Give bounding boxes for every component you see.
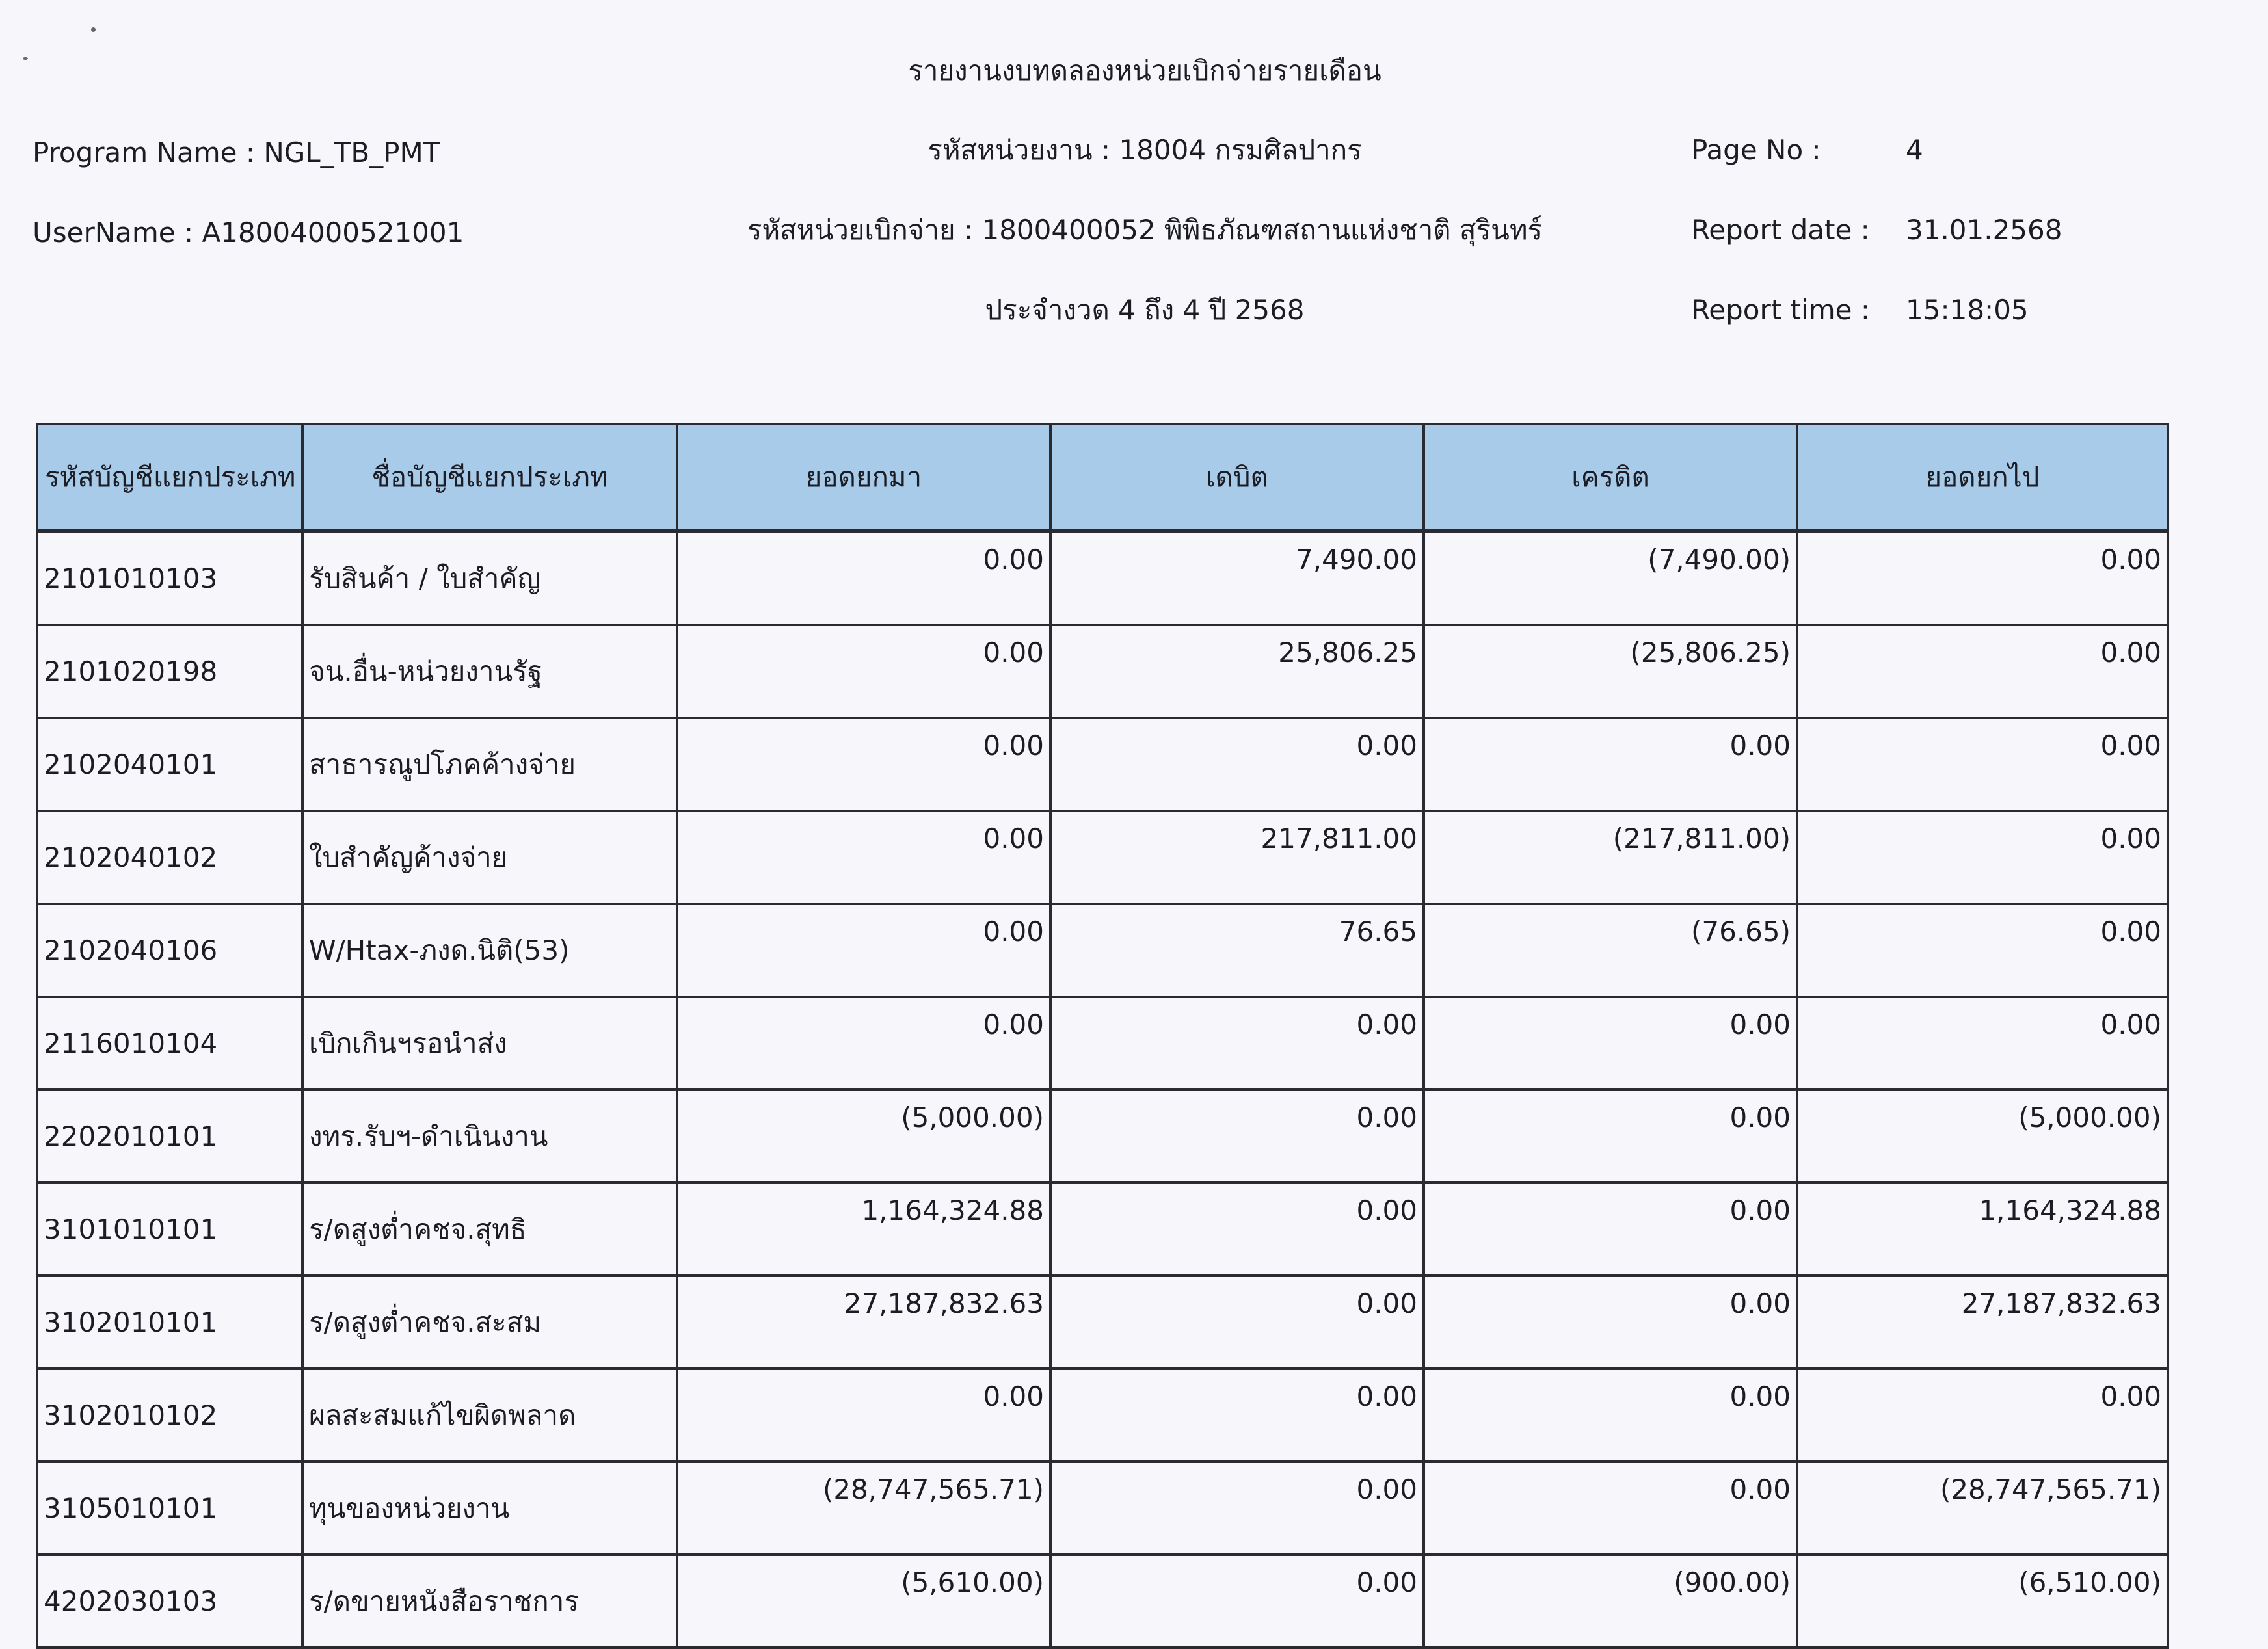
carried-forward-amount: 0.00 bbox=[1797, 1369, 2168, 1462]
header-credit: เครดิต bbox=[1424, 424, 1797, 531]
brought-forward-amount: (5,000.00) bbox=[677, 1090, 1050, 1183]
table-row bbox=[37, 1276, 2168, 1369]
debit-amount: 0.00 bbox=[1050, 1369, 1424, 1462]
debit-amount: 25,806.25 bbox=[1050, 625, 1424, 718]
debit-amount: 0.00 bbox=[1050, 718, 1424, 811]
report-title: รายงานงบทดลองหน่วยเบิกจ่ายรายเดือน bbox=[908, 55, 1381, 86]
carried-forward-amount: 0.00 bbox=[1797, 531, 2168, 625]
account-name: ร/ดขายหนังสือราชการ bbox=[302, 1555, 677, 1648]
report-time-label: Report time : bbox=[1691, 294, 1870, 326]
debit-amount: 0.00 bbox=[1050, 1090, 1424, 1183]
program-name: Program Name : NGL_TB_PMT bbox=[33, 137, 440, 168]
brought-forward-amount: 0.00 bbox=[677, 718, 1050, 811]
brought-forward-amount: 0.00 bbox=[677, 625, 1050, 718]
carried-forward-amount: (28,747,565.71) bbox=[1797, 1462, 2168, 1555]
table-row bbox=[37, 997, 2168, 1090]
credit-amount: (900.00) bbox=[1424, 1555, 1797, 1648]
brought-forward-amount: 0.00 bbox=[677, 1369, 1050, 1462]
account-code: 3105010101 bbox=[37, 1462, 302, 1555]
agency-code: รหัสหน่วยงาน : 18004 กรมศิลปากร bbox=[927, 134, 1362, 166]
carried-forward-amount: (6,510.00) bbox=[1797, 1555, 2168, 1648]
credit-amount: 0.00 bbox=[1424, 1462, 1797, 1555]
brought-forward-amount: 0.00 bbox=[677, 997, 1050, 1090]
account-name: ร/ดสูงต่ำคชจ.สะสม bbox=[302, 1276, 677, 1369]
account-code: 4202030103 bbox=[37, 1555, 302, 1648]
account-code: 2102040101 bbox=[37, 718, 302, 811]
user-name: UserName : A18004000521001 bbox=[33, 217, 464, 248]
credit-amount: 0.00 bbox=[1424, 1276, 1797, 1369]
carried-forward-amount: 0.00 bbox=[1797, 997, 2168, 1090]
debit-amount: 0.00 bbox=[1050, 1555, 1424, 1648]
page-no-label: Page No : bbox=[1691, 134, 1821, 166]
account-code: 3101010101 bbox=[37, 1183, 302, 1276]
debit-amount: 76.65 bbox=[1050, 904, 1424, 997]
credit-amount: (25,806.25) bbox=[1424, 625, 1797, 718]
table-row bbox=[37, 1555, 2168, 1648]
brought-forward-amount: 0.00 bbox=[677, 811, 1050, 904]
brought-forward-amount: (5,610.00) bbox=[677, 1555, 1050, 1648]
debit-amount: 0.00 bbox=[1050, 1183, 1424, 1276]
account-code: 2102040106 bbox=[37, 904, 302, 997]
account-code: 2202010101 bbox=[37, 1090, 302, 1183]
table-row bbox=[37, 1090, 2168, 1183]
account-name: ทุนของหน่วยงาน bbox=[302, 1462, 677, 1555]
account-code: 3102010102 bbox=[37, 1369, 302, 1462]
account-code: 3102010101 bbox=[37, 1276, 302, 1369]
report-date-value: 31.01.2568 bbox=[1906, 214, 2062, 246]
credit-amount: 0.00 bbox=[1424, 1090, 1797, 1183]
report-time-value: 15:18:05 bbox=[1906, 294, 2029, 326]
debit-amount: 0.00 bbox=[1050, 1276, 1424, 1369]
debit-amount: 217,811.00 bbox=[1050, 811, 1424, 904]
credit-amount: 0.00 bbox=[1424, 1183, 1797, 1276]
debit-amount: 0.00 bbox=[1050, 997, 1424, 1090]
carried-forward-amount: 0.00 bbox=[1797, 625, 2168, 718]
account-name: รับสินค้า / ใบสำคัญ bbox=[302, 531, 677, 625]
scan-speck bbox=[23, 57, 28, 60]
table-header-row bbox=[37, 424, 2168, 531]
debit-amount: 7,490.00 bbox=[1050, 531, 1424, 625]
credit-amount: 0.00 bbox=[1424, 1369, 1797, 1462]
disbursement-unit: รหัสหน่วยเบิกจ่าย : 1800400052 พิพิธภัณฑสถานแห่งชาติ สุรินทร์ bbox=[747, 214, 1543, 246]
page-no-value: 4 bbox=[1906, 134, 1923, 166]
table-row bbox=[37, 811, 2168, 904]
brought-forward-amount: 0.00 bbox=[677, 531, 1050, 625]
account-name: จน.อื่น-หน่วยงานรัฐ bbox=[302, 625, 677, 718]
account-name: เบิกเกินฯรอนำส่ง bbox=[302, 997, 677, 1090]
carried-forward-amount: 0.00 bbox=[1797, 718, 2168, 811]
account-name: ร/ดสูงต่ำคชจ.สุทธิ bbox=[302, 1183, 677, 1276]
account-code: 2116010104 bbox=[37, 997, 302, 1090]
header-account-code: รหัสบัญชีแยกประเภท bbox=[37, 424, 302, 531]
account-name: W/Htax-ภงด.นิติ(53) bbox=[302, 904, 677, 997]
table-row bbox=[37, 625, 2168, 718]
header-debit: เดบิต bbox=[1050, 424, 1424, 531]
account-name: ผลสะสมแก้ไขผิดพลาด bbox=[302, 1369, 677, 1462]
carried-forward-amount: 27,187,832.63 bbox=[1797, 1276, 2168, 1369]
carried-forward-amount: 0.00 bbox=[1797, 811, 2168, 904]
credit-amount: (76.65) bbox=[1424, 904, 1797, 997]
credit-amount: 0.00 bbox=[1424, 997, 1797, 1090]
credit-amount: (217,811.00) bbox=[1424, 811, 1797, 904]
table-row bbox=[37, 904, 2168, 997]
carried-forward-amount: 0.00 bbox=[1797, 904, 2168, 997]
table-row bbox=[37, 1462, 2168, 1555]
account-code: 2101010103 bbox=[37, 531, 302, 625]
scan-speck bbox=[91, 27, 96, 32]
account-name: งทร.รับฯ-ดำเนินงาน bbox=[302, 1090, 677, 1183]
table-row bbox=[37, 1183, 2168, 1276]
account-name: ใบสำคัญค้างจ่าย bbox=[302, 811, 677, 904]
header-brought-forward: ยอดยกมา bbox=[677, 424, 1050, 531]
trial-balance-table bbox=[36, 423, 2169, 1649]
header-carried-forward: ยอดยกไป bbox=[1797, 424, 2168, 531]
brought-forward-amount: 0.00 bbox=[677, 904, 1050, 997]
carried-forward-amount: (5,000.00) bbox=[1797, 1090, 2168, 1183]
table-row bbox=[37, 531, 2168, 625]
brought-forward-amount: (28,747,565.71) bbox=[677, 1462, 1050, 1555]
header-account-name: ชื่อบัญชีแยกประเภท bbox=[302, 424, 677, 531]
credit-amount: 0.00 bbox=[1424, 718, 1797, 811]
brought-forward-amount: 1,164,324.88 bbox=[677, 1183, 1050, 1276]
report-date-label: Report date : bbox=[1691, 214, 1870, 246]
account-code: 2101020198 bbox=[37, 625, 302, 718]
table-row bbox=[37, 718, 2168, 811]
debit-amount: 0.00 bbox=[1050, 1462, 1424, 1555]
credit-amount: (7,490.00) bbox=[1424, 531, 1797, 625]
report-period: ประจำงวด 4 ถึง 4 ปี 2568 bbox=[985, 294, 1305, 326]
brought-forward-amount: 27,187,832.63 bbox=[677, 1276, 1050, 1369]
account-name: สาธารณูปโภคค้างจ่าย bbox=[302, 718, 677, 811]
table-row bbox=[37, 1369, 2168, 1462]
account-code: 2102040102 bbox=[37, 811, 302, 904]
carried-forward-amount: 1,164,324.88 bbox=[1797, 1183, 2168, 1276]
